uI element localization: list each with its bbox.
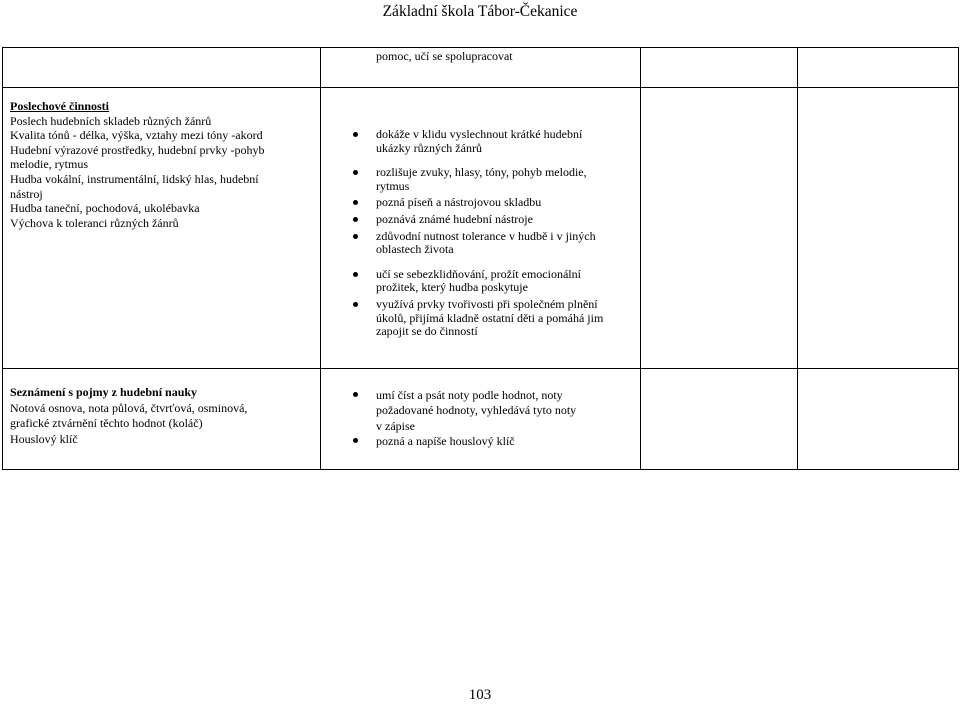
table-col-divider-2 — [640, 47, 641, 470]
section2-content-cell — [10, 385, 247, 447]
outcome-item — [376, 213, 603, 227]
outcome-line: poznává známé hudební nástroje — [376, 211, 533, 226]
outcome-line: oblastech života — [376, 242, 454, 257]
section1-line: Poslech hudebních skladeb různých žánrů — [10, 113, 212, 128]
outcome-line: učí se sebezklidňování, prožít emocionální — [376, 266, 581, 281]
outcome-line: zapojit se do činností — [376, 324, 478, 339]
outcome-line: ukázky různých žánrů — [376, 140, 482, 155]
section2-line: grafické ztvárnění těchto hodnot (koláč) — [10, 416, 203, 430]
outcome-line: rozlišuje zvuky, hlasy, tóny, pohyb melodie, — [376, 165, 587, 180]
table-col-divider-3 — [797, 47, 798, 470]
outcome-line: prožitek, který hudba poskytuje — [376, 280, 528, 295]
section1-line: Výchova k toleranci různých žánrů — [10, 215, 179, 230]
table-row-divider-2 — [2, 368, 959, 369]
section1-line: Hudební výrazové prostředky, hudební prvky -pohyb — [10, 142, 265, 157]
section2-line: Houslový klíč — [10, 431, 78, 446]
table-border-bottom — [2, 469, 959, 470]
outcome-item — [376, 196, 603, 210]
outcome-line: zdůvodní nutnost tolerance v hudbě i v jiných — [376, 228, 596, 243]
table-border-right — [958, 47, 959, 470]
outcome-line: úkolů, přijímá kladně ostatní děti a pomáhá jim — [376, 310, 604, 325]
outcome-item — [376, 388, 576, 434]
section1-line: nástroj — [10, 186, 43, 201]
school-header: Základní škola Tábor-Čekanice — [382, 3, 578, 20]
outcome-line: umí číst a psát noty podle hodnot, noty — [376, 388, 563, 402]
bullet-icon — [353, 438, 358, 443]
outcome-item — [376, 298, 603, 339]
outcome-item — [376, 268, 603, 295]
bullet-icon — [353, 302, 358, 307]
outcome-item — [376, 434, 576, 449]
bullet-icon — [353, 234, 358, 239]
bullet-icon — [353, 200, 358, 205]
top-row-text — [376, 50, 513, 64]
section1-line: Kvalita tónů - délka, výška, vztahy mezi tóny -akord — [10, 128, 263, 143]
outcome-item — [376, 128, 603, 155]
outcome-line: využívá prvky tvořivosti při společném plnění — [376, 296, 598, 311]
section2-heading: Seznámení s pojmy z hudební nauky — [10, 385, 198, 399]
section1-line: Hudba vokální, instrumentální, lidský hlas, hudební — [10, 171, 259, 186]
section1-line: melodie, rytmus — [10, 157, 88, 172]
page-number: 103 — [468, 687, 492, 703]
section1-outcomes-list — [376, 128, 603, 339]
outcome-item — [376, 230, 603, 257]
outcome-line: v zápise — [376, 418, 415, 433]
table-border-left — [2, 47, 3, 470]
outcome-line: dokáže v klidu vyslechnout krátké hudební — [376, 127, 583, 141]
section2-line: Notová osnova, nota půlová, čtvrťová, osminová, — [10, 400, 248, 415]
outcome-line: pozná a napíše houslový klíč — [376, 433, 515, 448]
section1-line: Hudba taneční, pochodová, ukolébavka — [10, 201, 200, 216]
outcome-line: pozná píseň a nástrojovou skladbu — [376, 195, 542, 210]
outcome-line: rytmus — [376, 178, 410, 193]
bullet-icon — [353, 272, 358, 277]
table-border-top — [2, 47, 959, 48]
section2-outcomes-list — [376, 388, 576, 449]
top-row-line: pomoc, učí se spolupracovat — [376, 49, 513, 63]
table-row-divider-1 — [2, 87, 959, 88]
section1-content-cell — [10, 99, 265, 230]
table-col-divider-1 — [320, 47, 321, 470]
outcome-item — [376, 166, 603, 193]
bullet-icon — [353, 217, 358, 222]
outcome-line: požadované hodnoty, vyhledává tyto noty — [376, 403, 577, 418]
section1-heading: Poslechové činnosti — [10, 99, 109, 113]
bullet-icon — [353, 132, 358, 137]
bullet-icon — [353, 170, 358, 175]
bullet-icon — [353, 392, 358, 397]
